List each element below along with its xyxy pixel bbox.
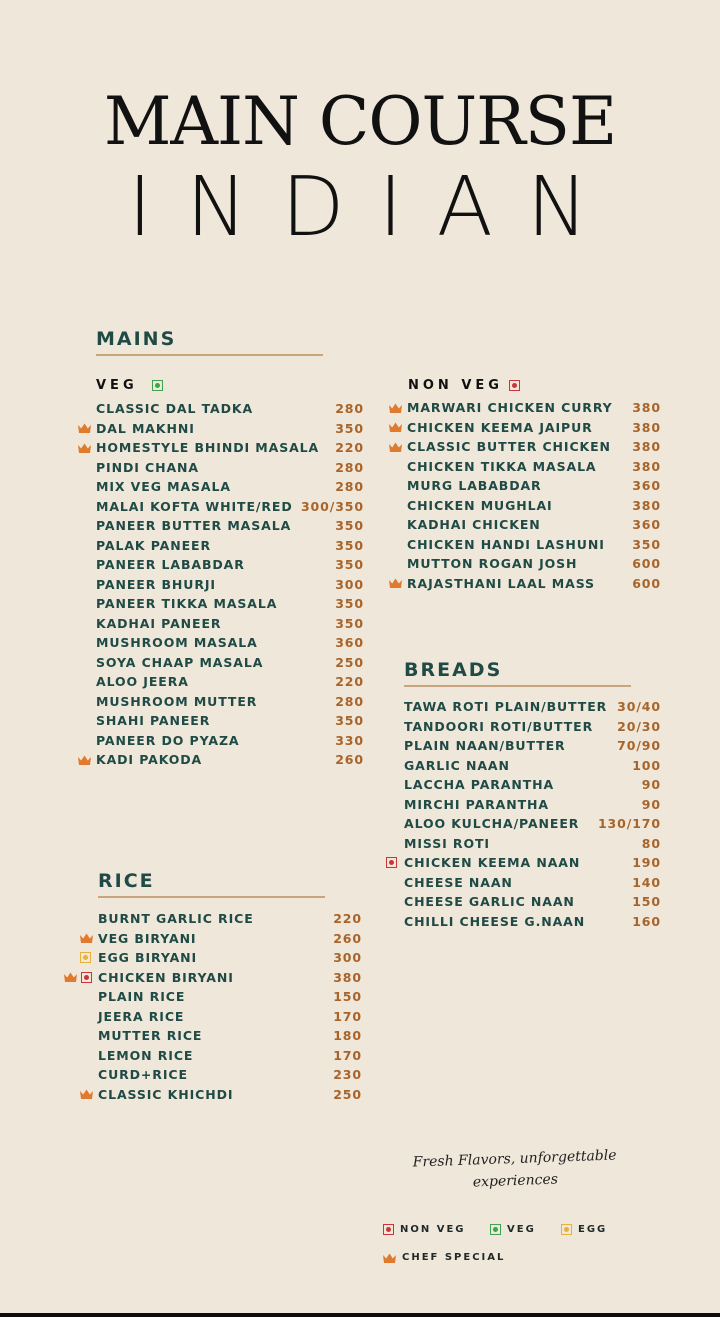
menu-item-price: 220 (335, 440, 364, 455)
menu-item (96, 711, 364, 731)
menu-item-name: JEERA RICE (98, 1008, 185, 1024)
menu-item (407, 554, 661, 574)
veg-subheading-label: VEG (96, 378, 138, 393)
menu-item-name: MIRCHI PARANTHA (404, 796, 549, 812)
menu-item-price: 280 (335, 693, 364, 709)
menu-item (96, 750, 364, 770)
legend-egg-label: EGG (578, 1224, 608, 1235)
menu-item-price: 300 (335, 576, 364, 592)
menu-item-price: 90 (641, 777, 661, 792)
menu-item (404, 814, 661, 834)
legend-veg-label: VEG (507, 1224, 536, 1235)
menu-item (404, 697, 661, 717)
menu-item (96, 575, 364, 595)
menu-item-name: GARLIC NAAN (404, 757, 510, 773)
nonveg-list (407, 398, 661, 593)
menu-item (407, 418, 661, 438)
menu-item (404, 834, 661, 854)
menu-item (98, 1065, 362, 1085)
menu-item-name: TAWA ROTI PLAIN/BUTTER (404, 699, 608, 714)
menu-item-name: CHICKEN KEEMA JAIPUR (407, 419, 593, 435)
menu-item-name: KADI PAKODA (96, 752, 203, 767)
menu-item-name: PINDI CHANA (96, 459, 199, 475)
menu-item-name: MURG LABABDAR (407, 478, 542, 493)
menu-item-name: PANEER TIKKA MASALA (96, 596, 278, 611)
menu-item-price: 70/90 (617, 738, 661, 753)
menu-item-name: MUSHROOM MUTTER (96, 693, 258, 709)
menu-item-price: 600 (632, 575, 661, 591)
menu-item-price: 250 (335, 654, 364, 670)
menu-item-price: 300 (333, 950, 362, 965)
breads-rule (404, 685, 631, 687)
menu-item-price: 230 (333, 1067, 362, 1082)
menu-item (96, 672, 364, 692)
menu-item-name: CHICKEN BIRYANI (98, 969, 234, 985)
menu-item-price: 170 (333, 1008, 362, 1024)
menu-item (407, 476, 661, 496)
mains-heading: MAINS (96, 328, 177, 350)
menu-item-name: CHICKEN HANDI LASHUNI (407, 536, 605, 552)
menu-item (404, 756, 661, 776)
crown-icon (389, 442, 402, 452)
menu-item-price: 350 (335, 420, 364, 436)
veg-subheading (96, 378, 163, 393)
menu-item (96, 458, 364, 478)
menu-item (96, 594, 364, 614)
menu-item-name: PANEER BHURJI (96, 576, 216, 592)
tagline (389, 1144, 640, 1197)
menu-item-name: CHICKEN MUGHLAI (407, 497, 553, 513)
menu-item-price: 100 (632, 757, 661, 773)
menu-item (98, 1046, 362, 1066)
menu-item (404, 795, 661, 815)
crown-icon (78, 755, 91, 765)
menu-item-price: 350 (632, 536, 661, 552)
menu-item-name: RAJASTHANI LAAL MASS (407, 575, 595, 591)
menu-item (404, 853, 661, 873)
menu-item (404, 717, 661, 737)
menu-item (98, 968, 362, 988)
menu-item-name: LACCHA PARANTHA (404, 777, 555, 792)
menu-item (96, 692, 364, 712)
menu-item-name: MISSI ROTI (404, 835, 490, 851)
menu-item-name: PALAK PANEER (96, 537, 212, 553)
legend-nonveg-label: NON VEG (400, 1224, 466, 1235)
menu-item-name: MUSHROOM MASALA (96, 635, 258, 650)
menu-item (96, 399, 364, 419)
menu-item-price: 380 (632, 439, 661, 454)
menu-item-price: 140 (632, 874, 661, 890)
menu-item-name: EGG BIRYANI (98, 950, 198, 965)
egg-icon (80, 952, 91, 963)
menu-item-name: CHICKEN TIKKA MASALA (407, 458, 597, 474)
menu-item (96, 497, 364, 517)
menu-item-name: ALOO KULCHA/PANEER (404, 816, 580, 831)
menu-item-price: 350 (335, 713, 364, 728)
menu-item-price: 600 (632, 556, 661, 571)
menu-item-name: PLAIN NAAN/BUTTER (404, 738, 566, 753)
rice-list (98, 909, 362, 1104)
menu-item-price: 350 (335, 518, 364, 533)
menu-item-price: 170 (333, 1047, 362, 1063)
menu-item-name: CLASSIC KHICHDI (98, 1086, 234, 1102)
menu-item (96, 419, 364, 439)
menu-item (407, 398, 661, 418)
menu-item-price: 380 (632, 400, 661, 415)
crown-icon (80, 933, 93, 943)
menu-item (96, 536, 364, 556)
menu-item (96, 555, 364, 575)
menu-item (404, 912, 661, 932)
tagline-line-1: Fresh Flavors, unforgettable (412, 1147, 617, 1171)
menu-item-name: SHAHI PANEER (96, 713, 211, 728)
menu-item-price: 30/40 (617, 699, 661, 714)
menu-item-price: 150 (333, 989, 362, 1004)
menu-item-price: 380 (632, 419, 661, 435)
menu-item-price: 380 (632, 497, 661, 513)
menu-item (98, 929, 362, 949)
legend-veg (490, 1224, 536, 1235)
menu-item (96, 438, 364, 458)
veg-icon (490, 1224, 501, 1235)
menu-item-price: 350 (335, 557, 364, 572)
menu-item (98, 987, 362, 1007)
tagline-line-2: experiences (472, 1171, 559, 1191)
menu-item (96, 516, 364, 536)
mains-rule (96, 354, 323, 356)
menu-item (96, 731, 364, 751)
menu-item (96, 477, 364, 497)
breads-heading: BREADS (404, 659, 503, 681)
menu-item (407, 496, 661, 516)
legend-chef-special (383, 1252, 505, 1263)
menu-item (407, 437, 661, 457)
menu-item-name: CHILLI CHEESE G.NAAN (404, 913, 586, 929)
menu-item-price: 80 (641, 835, 661, 851)
nonveg-icon (383, 1224, 394, 1235)
crown-icon (389, 578, 402, 588)
menu-item (96, 614, 364, 634)
menu-item-price: 380 (333, 969, 362, 985)
menu-item (96, 633, 364, 653)
menu-item (98, 948, 362, 968)
menu-item (98, 1026, 362, 1046)
rice-heading: RICE (98, 870, 155, 892)
menu-item-price: 180 (333, 1028, 362, 1043)
menu-item-name: CLASSIC DAL TADKA (96, 401, 254, 416)
menu-item-name: PANEER DO PYAZA (96, 732, 240, 748)
menu-item (407, 574, 661, 594)
menu-item (98, 1085, 362, 1105)
menu-item-name: CHEESE NAAN (404, 874, 513, 890)
menu-item-name: TANDOORI ROTI/BUTTER (404, 718, 594, 734)
menu-item-price: 360 (632, 517, 661, 532)
menu-item-price: 260 (333, 930, 362, 946)
menu-item-price: 220 (335, 674, 364, 689)
crown-icon (64, 972, 77, 982)
veg-icon (152, 380, 163, 391)
menu-item-price: 280 (335, 479, 364, 494)
crown-icon (389, 422, 402, 432)
menu-item-name: MUTTON ROGAN JOSH (407, 556, 578, 571)
legend-nonveg (383, 1224, 466, 1235)
menu-item-name: HOMESTYLE BHINDI MASALA (96, 440, 320, 455)
bottom-bar (0, 1313, 720, 1317)
menu-item (407, 515, 661, 535)
menu-item-price: 190 (632, 855, 661, 870)
crown-icon (78, 443, 91, 453)
menu-item-name: KADHAI CHICKEN (407, 517, 541, 532)
legend-chef-label: CHEF SPECIAL (402, 1252, 506, 1263)
menu-item-name: PLAIN RICE (98, 989, 186, 1004)
crown-icon (389, 403, 402, 413)
menu-item-name: VEG BIRYANI (98, 930, 197, 946)
title-indian: INDIAN (127, 160, 623, 255)
crown-icon (383, 1253, 396, 1263)
menu-item-price: 350 (335, 615, 364, 631)
menu-item-price: 160 (632, 913, 661, 929)
nonveg-icon (81, 972, 92, 983)
veg-list (96, 399, 364, 770)
menu-item-price: 330 (335, 732, 364, 748)
menu-item-price: 350 (335, 537, 364, 553)
menu-item-price: 280 (335, 459, 364, 475)
menu-item (98, 909, 362, 929)
menu-item-price: 220 (333, 911, 362, 926)
menu-item-name: CHEESE GARLIC NAAN (404, 894, 575, 909)
menu-item-price: 360 (335, 635, 364, 650)
menu-item (407, 535, 661, 555)
menu-item-price: 260 (335, 752, 364, 767)
menu-item-price: 360 (632, 478, 661, 493)
menu-item-name: CHICKEN KEEMA NAAN (404, 855, 581, 870)
legend-egg (561, 1224, 607, 1235)
nonveg-icon (386, 857, 397, 868)
menu-item-name: MARWARI CHICKEN CURRY (407, 400, 613, 415)
nonveg-subheading-label: NON VEG (408, 378, 503, 393)
menu-item (404, 892, 661, 912)
menu-item (404, 873, 661, 893)
crown-icon (80, 1089, 93, 1099)
menu-item-name: PANEER BUTTER MASALA (96, 518, 292, 533)
menu-item-price: 300/350 (300, 498, 364, 514)
menu-item (98, 1007, 362, 1027)
menu-item-price: 90 (641, 796, 661, 812)
menu-item-price: 130/170 (597, 816, 661, 831)
menu-item-name: BURNT GARLIC RICE (98, 911, 254, 926)
menu-item-name: KADHAI PANEER (96, 615, 222, 631)
menu-item (407, 457, 661, 477)
rice-rule (98, 896, 325, 898)
menu-item-name: DAL MAKHNI (96, 420, 195, 436)
menu-item-price: 20/30 (617, 718, 661, 734)
menu-item-name: ALOO JEERA (96, 674, 189, 689)
menu-item-name: MALAI KOFTA WHITE/RED (96, 498, 293, 514)
nonveg-subheading (408, 378, 520, 393)
menu-item-price: 150 (632, 894, 661, 909)
breads-list (404, 697, 661, 931)
menu-item-name: LEMON RICE (98, 1047, 194, 1063)
menu-item-price: 250 (333, 1086, 362, 1102)
menu-item-name: MUTTER RICE (98, 1028, 203, 1043)
nonveg-icon (509, 380, 520, 391)
menu-item (96, 653, 364, 673)
menu-item-price: 280 (335, 401, 364, 416)
menu-item-name: CLASSIC BUTTER CHICKEN (407, 439, 611, 454)
crown-icon (78, 423, 91, 433)
menu-item-name: SOYA CHAAP MASALA (96, 654, 264, 670)
egg-icon (561, 1224, 572, 1235)
menu-item (404, 736, 661, 756)
menu-item-name: CURD+RICE (98, 1067, 188, 1082)
menu-item-price: 350 (335, 596, 364, 611)
menu-item-name: PANEER LABABDAR (96, 557, 245, 572)
menu-item-name: MIX VEG MASALA (96, 479, 231, 494)
menu-item-price: 380 (632, 458, 661, 474)
menu-item (404, 775, 661, 795)
title-main-course: MAIN COURSE (103, 83, 617, 160)
